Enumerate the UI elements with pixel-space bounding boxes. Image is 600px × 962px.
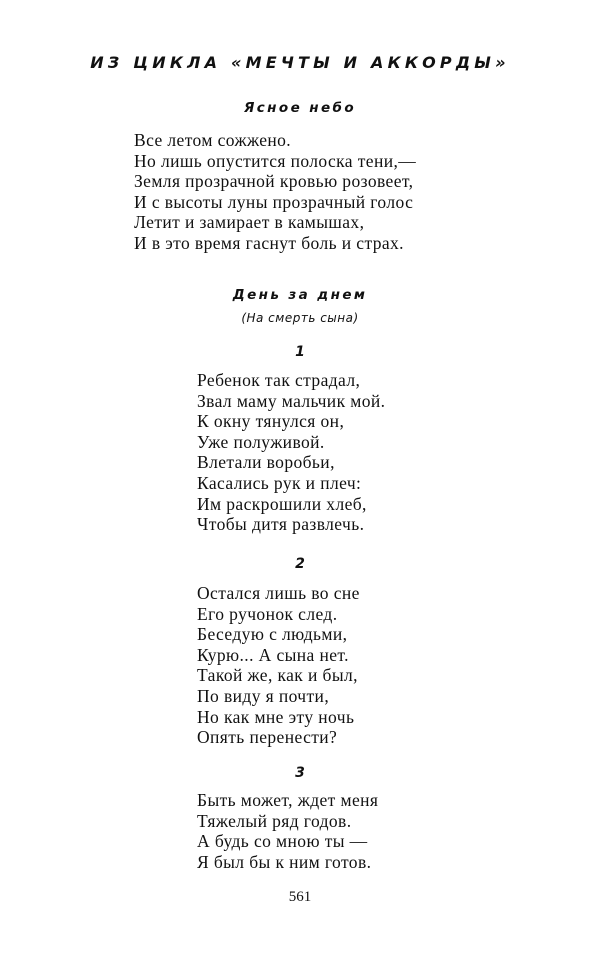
poem-line: Касались рук и плеч: xyxy=(197,472,362,493)
poem-line: Беседую с людьми, xyxy=(197,624,348,645)
poem-line: И в это время гаснут боль и страх. xyxy=(134,232,404,253)
poem-subtitle: (На смерть сына) xyxy=(241,311,359,325)
part-2-stanza xyxy=(197,583,360,748)
part-1-stanza xyxy=(197,370,385,535)
poem-line: Ребенок так страдал, xyxy=(197,370,361,390)
poem-line: Опять перенести? xyxy=(197,727,338,748)
poem-line: Чтобы дитя развлечь. xyxy=(197,514,365,535)
poem-line: Звал маму мальчик мой. xyxy=(197,390,386,411)
poem-title-day-by-day: День за днем xyxy=(232,287,368,303)
cycle-title: ИЗ ЦИКЛА «МЕЧТЫ И АККОРДЫ» xyxy=(90,53,510,72)
part-number: 1 xyxy=(295,344,305,360)
page-number: 561 xyxy=(288,889,312,905)
poem-line: Но как мне эту ночь xyxy=(197,706,355,727)
poem-line: Но лишь опустится полоска тени,— xyxy=(134,150,417,171)
poem-line: Влетали воробьи, xyxy=(197,452,335,473)
poem-line: Его ручонок след. xyxy=(197,603,338,624)
poem-line: И с высоты луны прозрачный голос xyxy=(134,191,414,212)
poem-line: Все летом сожжено. xyxy=(134,130,292,150)
poem-clear-sky-stanza xyxy=(134,130,416,254)
part-3-stanza xyxy=(197,790,378,872)
poem-line: По виду я почти, xyxy=(197,685,330,706)
poem-line: Остался лишь во сне xyxy=(197,583,360,603)
poem-line: Земля прозрачной кровью розовеет, xyxy=(134,171,414,192)
poem-line: К окну тянулся он, xyxy=(197,411,345,432)
poem-line: Летит и замирает в камышах, xyxy=(134,212,365,233)
poem-line: Я был бы к ним готов. xyxy=(197,851,372,872)
poem-line: Уже полуживой. xyxy=(197,431,325,452)
part-number: 2 xyxy=(295,556,305,572)
poem-line: Такой же, как и был, xyxy=(197,665,358,686)
poem-title-clear-sky: Ясное небо xyxy=(243,100,357,116)
poem-line: Тяжелый ряд годов. xyxy=(197,810,352,831)
poem-line: А будь со мною ты — xyxy=(197,831,368,852)
poem-line: Быть может, ждет меня xyxy=(197,790,379,810)
part-number: 3 xyxy=(295,765,305,781)
poem-line: Курю... А сына нет. xyxy=(197,644,349,665)
poem-line: Им раскрошили хлеб, xyxy=(197,493,367,514)
